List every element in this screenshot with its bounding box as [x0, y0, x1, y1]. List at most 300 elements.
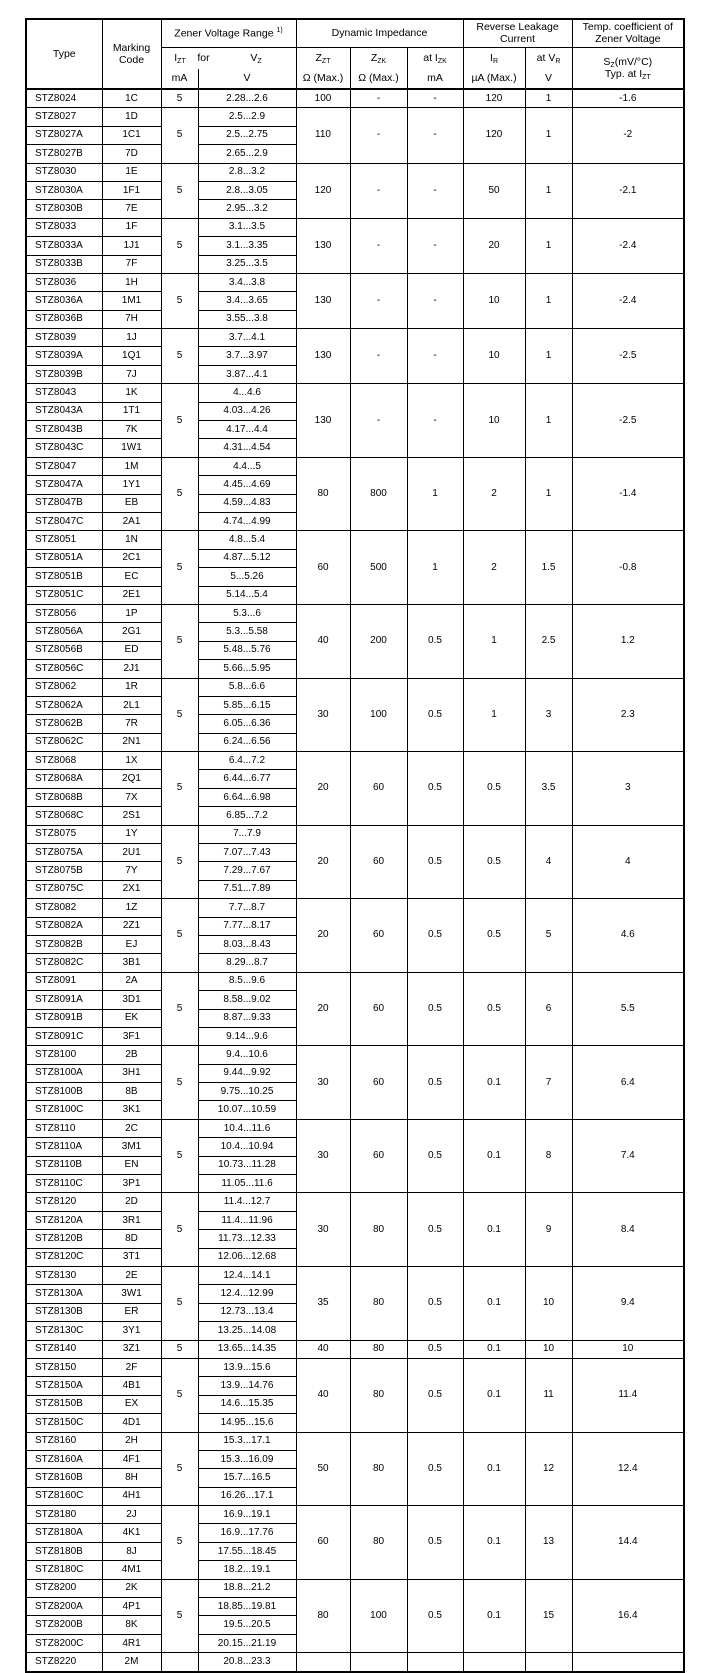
cell-vz: 20.8...23.3	[198, 1653, 296, 1672]
cell-type: STZ8051B	[26, 568, 102, 586]
cell-vz: 9.75...10.25	[198, 1083, 296, 1101]
cell-vz: 20.15...21.19	[198, 1634, 296, 1652]
cell-ir: 0.1	[463, 1267, 525, 1341]
cell-marking-code: 1Y	[102, 825, 161, 843]
cell-ir: 0.5	[463, 752, 525, 826]
cell-zzk: 60	[350, 899, 407, 973]
cell-at-izk: 1	[407, 457, 463, 531]
cell-marking-code: 1D	[102, 108, 161, 126]
cell-vz: 5...5.26	[198, 568, 296, 586]
cell-type: STZ8100A	[26, 1064, 102, 1082]
table-row	[26, 1506, 684, 1524]
cell-marking-code: 1M	[102, 457, 161, 475]
cell-type: STZ8150A	[26, 1377, 102, 1395]
cell-vz: 15.3...17.1	[198, 1432, 296, 1450]
subheader-at-vr: at $V_R$	[525, 47, 572, 69]
cell-type: STZ8082	[26, 899, 102, 917]
cell-izt: 5	[161, 531, 198, 605]
cell-ir: 120	[463, 89, 525, 108]
cell-ir: 0.5	[463, 899, 525, 973]
cell-zzt: 110	[296, 108, 350, 163]
cell-type: STZ8043A	[26, 402, 102, 420]
cell-at-vr: 1.5	[525, 531, 572, 605]
cell-at-vr: 7	[525, 1046, 572, 1120]
cell-vz: 2.95...3.2	[198, 200, 296, 218]
cell-vz: 8.03...8.43	[198, 935, 296, 953]
cell-zzk: 60	[350, 825, 407, 899]
cell-marking-code: EX	[102, 1395, 161, 1413]
cell-izt: 5	[161, 218, 198, 273]
cell-izt: 5	[161, 1046, 198, 1120]
cell-zzk: 200	[350, 604, 407, 678]
table-row	[26, 329, 684, 347]
cell-ir: 10	[463, 384, 525, 458]
cell-type: STZ8047C	[26, 512, 102, 530]
cell-zzt: 130	[296, 273, 350, 328]
cell-izt: 5	[161, 1506, 198, 1580]
cell-marking-code: ER	[102, 1303, 161, 1321]
table-row	[26, 972, 684, 990]
cell-sz: -2.5	[572, 384, 684, 458]
cell-vz: 9.4...10.6	[198, 1046, 296, 1064]
cell-at-izk: 0.5	[407, 1193, 463, 1267]
cell-zzt	[296, 1653, 350, 1672]
cell-vz: 17.55...18.45	[198, 1542, 296, 1560]
cell-izt: 5	[161, 457, 198, 531]
cell-vz: 4.03...4.26	[198, 402, 296, 420]
cell-vz: 12.4...12.99	[198, 1285, 296, 1303]
cell-marking-code: 2N1	[102, 733, 161, 751]
table-header	[26, 19, 684, 89]
cell-marking-code: 1Q1	[102, 347, 161, 365]
cell-at-izk: -	[407, 273, 463, 328]
cell-marking-code: 8B	[102, 1083, 161, 1101]
cell-marking-code: 2E	[102, 1267, 161, 1285]
cell-type: STZ8068A	[26, 770, 102, 788]
cell-vz: 9.44...9.92	[198, 1064, 296, 1082]
cell-type: STZ8110	[26, 1119, 102, 1137]
cell-type: STZ8051	[26, 531, 102, 549]
cell-vz: 10.73...11.28	[198, 1156, 296, 1174]
cell-marking-code: ED	[102, 641, 161, 659]
cell-sz: 9.4	[572, 1267, 684, 1341]
cell-vz: 3.4...3.8	[198, 273, 296, 291]
cell-ir: 1	[463, 604, 525, 678]
cell-zzk: 60	[350, 1046, 407, 1120]
cell-marking-code: EC	[102, 568, 161, 586]
cell-vz: 12.4...14.1	[198, 1267, 296, 1285]
cell-marking-code: 3F1	[102, 1027, 161, 1045]
cell-marking-code: 7D	[102, 145, 161, 163]
cell-ir: 0.1	[463, 1046, 525, 1120]
cell-zzk: 80	[350, 1358, 407, 1432]
cell-marking-code: 7E	[102, 200, 161, 218]
cell-marking-code: 7H	[102, 310, 161, 328]
cell-marking-code: EB	[102, 494, 161, 512]
cell-zzt: 80	[296, 1579, 350, 1653]
cell-type: STZ8091C	[26, 1027, 102, 1045]
cell-vz: 5.8...6.6	[198, 678, 296, 696]
cell-zzt: 130	[296, 218, 350, 273]
table-row	[26, 108, 684, 126]
cell-zzk: 500	[350, 531, 407, 605]
cell-type: STZ8062B	[26, 715, 102, 733]
cell-type: STZ8056C	[26, 660, 102, 678]
cell-ir: 1	[463, 678, 525, 752]
cell-type: STZ8036B	[26, 310, 102, 328]
table-row	[26, 384, 684, 402]
cell-ir: 0.1	[463, 1506, 525, 1580]
cell-at-izk: -	[407, 163, 463, 218]
cell-zzt: 80	[296, 457, 350, 531]
cell-type: STZ8039B	[26, 365, 102, 383]
cell-zzt: 40	[296, 1358, 350, 1432]
cell-type: STZ8033	[26, 218, 102, 236]
table-row	[26, 678, 684, 696]
cell-type: STZ8043C	[26, 439, 102, 457]
cell-marking-code: 2C	[102, 1119, 161, 1137]
cell-marking-code: 1X	[102, 752, 161, 770]
cell-marking-code: 1C1	[102, 126, 161, 144]
cell-at-vr: 1	[525, 163, 572, 218]
izt-symbol: $I_{ZT}$	[174, 52, 186, 66]
cell-type: STZ8160A	[26, 1450, 102, 1468]
cell-marking-code: 8D	[102, 1230, 161, 1248]
cell-marking-code: 1R	[102, 678, 161, 696]
cell-marking-code: 2S1	[102, 807, 161, 825]
cell-sz: 6.4	[572, 1046, 684, 1120]
cell-marking-code: 4M1	[102, 1561, 161, 1579]
cell-sz: -1.6	[572, 89, 684, 108]
col-header-type: Type	[26, 19, 102, 89]
cell-at-izk: 1	[407, 531, 463, 605]
cell-vz: 8.87...9.33	[198, 1009, 296, 1027]
cell-izt: 5	[161, 899, 198, 973]
cell-type: STZ8180C	[26, 1561, 102, 1579]
cell-type: STZ8160	[26, 1432, 102, 1450]
cell-at-izk: 0.5	[407, 1119, 463, 1193]
cell-zzk: 100	[350, 678, 407, 752]
cell-marking-code: 1W1	[102, 439, 161, 457]
cell-marking-code: 3R1	[102, 1211, 161, 1229]
cell-type: STZ8062A	[26, 696, 102, 714]
cell-at-vr: 4	[525, 825, 572, 899]
cell-type: STZ8150	[26, 1358, 102, 1376]
cell-marking-code: 8K	[102, 1616, 161, 1634]
cell-marking-code: 1M1	[102, 292, 161, 310]
cell-zzt: 20	[296, 825, 350, 899]
cell-type: STZ8068	[26, 752, 102, 770]
cell-zzt: 30	[296, 1119, 350, 1193]
cell-at-vr: 12	[525, 1432, 572, 1506]
cell-zzt: 130	[296, 384, 350, 458]
cell-vz: 3.25...3.5	[198, 255, 296, 273]
cell-zzk: -	[350, 218, 407, 273]
cell-marking-code: 1Y1	[102, 476, 161, 494]
cell-sz: 12.4	[572, 1432, 684, 1506]
cell-ir: 0.1	[463, 1340, 525, 1358]
cell-marking-code: 2J	[102, 1506, 161, 1524]
zener-voltage-range-label: Zener Voltage Range	[174, 27, 274, 40]
unit-ir-ua: µA (Max.)	[463, 69, 525, 89]
cell-vz: 12.73...13.4	[198, 1303, 296, 1321]
cell-at-izk: 0.5	[407, 1506, 463, 1580]
cell-at-vr: 3	[525, 678, 572, 752]
cell-ir: 0.1	[463, 1432, 525, 1506]
cell-izt: 5	[161, 604, 198, 678]
unit-zzk-ohm: Ω (Max.)	[350, 69, 407, 89]
cell-vz: 14.95...15.6	[198, 1414, 296, 1432]
cell-zzk: 80	[350, 1340, 407, 1358]
cell-vz: 5.3...6	[198, 604, 296, 622]
cell-vz: 2.5...2.9	[198, 108, 296, 126]
cell-zzk: 800	[350, 457, 407, 531]
table-row	[26, 899, 684, 917]
cell-marking-code: 2B	[102, 1046, 161, 1064]
cell-marking-code: 2D	[102, 1193, 161, 1211]
cell-at-vr: 10	[525, 1267, 572, 1341]
cell-type: STZ8180B	[26, 1542, 102, 1560]
cell-at-vr	[525, 1653, 572, 1672]
cell-marking-code: 2Q1	[102, 770, 161, 788]
cell-zzt: 40	[296, 604, 350, 678]
cell-vz: 3.1...3.5	[198, 218, 296, 236]
cell-type: STZ8030B	[26, 200, 102, 218]
cell-izt: 5	[161, 384, 198, 458]
cell-sz: 5.5	[572, 972, 684, 1046]
cell-zzk: -	[350, 163, 407, 218]
table-row	[26, 457, 684, 475]
table-row	[26, 1358, 684, 1376]
cell-vz: 12.06...12.68	[198, 1248, 296, 1266]
cell-vz: 6.44...6.77	[198, 770, 296, 788]
cell-at-vr: 3.5	[525, 752, 572, 826]
cell-zzk	[350, 1653, 407, 1672]
cell-marking-code: 1J1	[102, 237, 161, 255]
cell-vz: 4.17...4.4	[198, 421, 296, 439]
cell-marking-code: 8H	[102, 1469, 161, 1487]
cell-vz: 3.4...3.65	[198, 292, 296, 310]
cell-vz: 7...7.9	[198, 825, 296, 843]
cell-ir: 120	[463, 108, 525, 163]
cell-type: STZ8056	[26, 604, 102, 622]
cell-type: STZ8150C	[26, 1414, 102, 1432]
cell-marking-code: 1N	[102, 531, 161, 549]
sz-typ-at: Typ. at $I_{ZT}$	[604, 67, 651, 81]
cell-at-izk: 0.5	[407, 678, 463, 752]
cell-marking-code: 2E1	[102, 586, 161, 604]
cell-vz: 4.31...4.54	[198, 439, 296, 457]
cell-vz: 4...4.6	[198, 384, 296, 402]
cell-ir	[463, 1653, 525, 1672]
cell-marking-code: 1P	[102, 604, 161, 622]
cell-marking-code: 2M	[102, 1653, 161, 1672]
cell-vz: 13.25...14.08	[198, 1322, 296, 1340]
cell-at-izk: -	[407, 384, 463, 458]
cell-at-izk: 0.5	[407, 1432, 463, 1506]
subheader-izt-for-vz	[161, 47, 296, 69]
cell-marking-code: 3K1	[102, 1101, 161, 1119]
cell-type: STZ8062	[26, 678, 102, 696]
cell-marking-code: 3Y1	[102, 1322, 161, 1340]
table-row	[26, 218, 684, 236]
cell-sz: 10	[572, 1340, 684, 1358]
table-row	[26, 531, 684, 549]
cell-marking-code: EN	[102, 1156, 161, 1174]
cell-at-vr: 1	[525, 384, 572, 458]
cell-zzt: 130	[296, 329, 350, 384]
cell-vz: 16.9...17.76	[198, 1524, 296, 1542]
cell-izt: 5	[161, 1193, 198, 1267]
footnote-marker: 1)	[276, 26, 283, 34]
cell-marking-code: 2J1	[102, 660, 161, 678]
cell-type: STZ8082B	[26, 935, 102, 953]
col-header-temp-coefficient: Temp. coefficient of Zener Voltage	[572, 19, 684, 47]
cell-type: STZ8051C	[26, 586, 102, 604]
cell-ir: 2	[463, 457, 525, 531]
cell-marking-code: 4K1	[102, 1524, 161, 1542]
cell-vz: 8.5...9.6	[198, 972, 296, 990]
cell-type: STZ8047	[26, 457, 102, 475]
cell-marking-code: 7K	[102, 421, 161, 439]
cell-type: STZ8036	[26, 273, 102, 291]
cell-at-vr: 6	[525, 972, 572, 1046]
cell-vz: 15.3...16.09	[198, 1450, 296, 1468]
cell-vz: 5.85...6.15	[198, 696, 296, 714]
cell-marking-code: 3D1	[102, 991, 161, 1009]
unit-izt-ma: mA	[161, 69, 198, 89]
cell-sz: 14.4	[572, 1506, 684, 1580]
cell-marking-code: 2G1	[102, 623, 161, 641]
cell-at-vr: 10	[525, 1340, 572, 1358]
cell-vz: 6.4...7.2	[198, 752, 296, 770]
col-header-reverse-leakage-current: Reverse Leakage Current	[463, 19, 572, 47]
cell-at-vr: 1	[525, 108, 572, 163]
table-row	[26, 1579, 684, 1597]
cell-marking-code: 8J	[102, 1542, 161, 1560]
cell-vz: 5.66...5.95	[198, 660, 296, 678]
cell-marking-code: 2L1	[102, 696, 161, 714]
cell-type: STZ8110A	[26, 1138, 102, 1156]
cell-izt: 5	[161, 273, 198, 328]
cell-vz: 11.05...11.6	[198, 1175, 296, 1193]
cell-type: STZ8033A	[26, 237, 102, 255]
cell-marking-code: 2Z1	[102, 917, 161, 935]
cell-vz: 4.45...4.69	[198, 476, 296, 494]
cell-marking-code: 1E	[102, 163, 161, 181]
cell-sz: 8.4	[572, 1193, 684, 1267]
table-row	[26, 1432, 684, 1450]
cell-vz: 15.7...16.5	[198, 1469, 296, 1487]
cell-vz: 18.2...19.1	[198, 1561, 296, 1579]
cell-vz: 16.26...17.1	[198, 1487, 296, 1505]
cell-marking-code: 2F	[102, 1358, 161, 1376]
cell-vz: 13.65...14.35	[198, 1340, 296, 1358]
cell-marking-code: 4R1	[102, 1634, 161, 1652]
cell-zzk: 60	[350, 972, 407, 1046]
cell-vz: 2.65...2.9	[198, 145, 296, 163]
cell-vz: 4.4...5	[198, 457, 296, 475]
table-row	[26, 752, 684, 770]
cell-type: STZ8075A	[26, 844, 102, 862]
cell-vz: 7.77...8.17	[198, 917, 296, 935]
cell-sz: -2.5	[572, 329, 684, 384]
cell-vz: 5.48...5.76	[198, 641, 296, 659]
cell-type: STZ8039	[26, 329, 102, 347]
cell-vz: 10.07...10.59	[198, 1101, 296, 1119]
cell-type: STZ8091	[26, 972, 102, 990]
cell-type: STZ8030A	[26, 181, 102, 199]
cell-marking-code: 7J	[102, 365, 161, 383]
cell-marking-code: 3M1	[102, 1138, 161, 1156]
cell-type: STZ8180A	[26, 1524, 102, 1542]
table-row	[26, 1267, 684, 1285]
cell-sz: 4.6	[572, 899, 684, 973]
cell-vz: 11.4...11.96	[198, 1211, 296, 1229]
cell-type: STZ8047B	[26, 494, 102, 512]
cell-vz: 19.5...20.5	[198, 1616, 296, 1634]
cell-zzk: -	[350, 273, 407, 328]
cell-ir: 2	[463, 531, 525, 605]
table-row	[26, 273, 684, 291]
cell-zzt: 20	[296, 752, 350, 826]
cell-marking-code: 1K	[102, 384, 161, 402]
cell-type: STZ8039A	[26, 347, 102, 365]
cell-vz: 3.1...3.35	[198, 237, 296, 255]
cell-type: STZ8043	[26, 384, 102, 402]
cell-vz: 7.7...8.7	[198, 899, 296, 917]
cell-marking-code: 3B1	[102, 954, 161, 972]
cell-type: STZ8200B	[26, 1616, 102, 1634]
cell-vz: 3.87...4.1	[198, 365, 296, 383]
cell-sz: -2.1	[572, 163, 684, 218]
cell-izt: 5	[161, 752, 198, 826]
table-row	[26, 1046, 684, 1064]
cell-type: STZ8033B	[26, 255, 102, 273]
cell-vz: 9.14...9.6	[198, 1027, 296, 1045]
cell-marking-code: 7R	[102, 715, 161, 733]
cell-type: STZ8110C	[26, 1175, 102, 1193]
cell-type: STZ8027A	[26, 126, 102, 144]
cell-vz: 11.4...12.7	[198, 1193, 296, 1211]
unit-izk-ma: mA	[407, 69, 463, 89]
cell-izt: 5	[161, 825, 198, 899]
cell-at-vr: 1	[525, 457, 572, 531]
cell-marking-code: EJ	[102, 935, 161, 953]
cell-vz: 11.73...12.33	[198, 1230, 296, 1248]
cell-sz: -1.4	[572, 457, 684, 531]
cell-vz: 7.07...7.43	[198, 844, 296, 862]
cell-zzk: 80	[350, 1193, 407, 1267]
cell-vz: 2.8...3.2	[198, 163, 296, 181]
cell-vz: 8.29...8.7	[198, 954, 296, 972]
cell-type: STZ8160B	[26, 1469, 102, 1487]
cell-zzk: 80	[350, 1267, 407, 1341]
cell-at-izk: 0.5	[407, 752, 463, 826]
cell-marking-code: 3W1	[102, 1285, 161, 1303]
cell-ir: 0.1	[463, 1119, 525, 1193]
cell-zzk: 80	[350, 1432, 407, 1506]
cell-at-vr: 13	[525, 1506, 572, 1580]
cell-type: STZ8220	[26, 1653, 102, 1672]
cell-type: STZ8100B	[26, 1083, 102, 1101]
cell-marking-code: 7F	[102, 255, 161, 273]
col-header-zener-voltage-range	[161, 19, 296, 47]
cell-type: STZ8130A	[26, 1285, 102, 1303]
cell-type: STZ8056B	[26, 641, 102, 659]
cell-at-vr: 1	[525, 89, 572, 108]
subheader-zzk: $Z_{ZK}$	[350, 47, 407, 69]
